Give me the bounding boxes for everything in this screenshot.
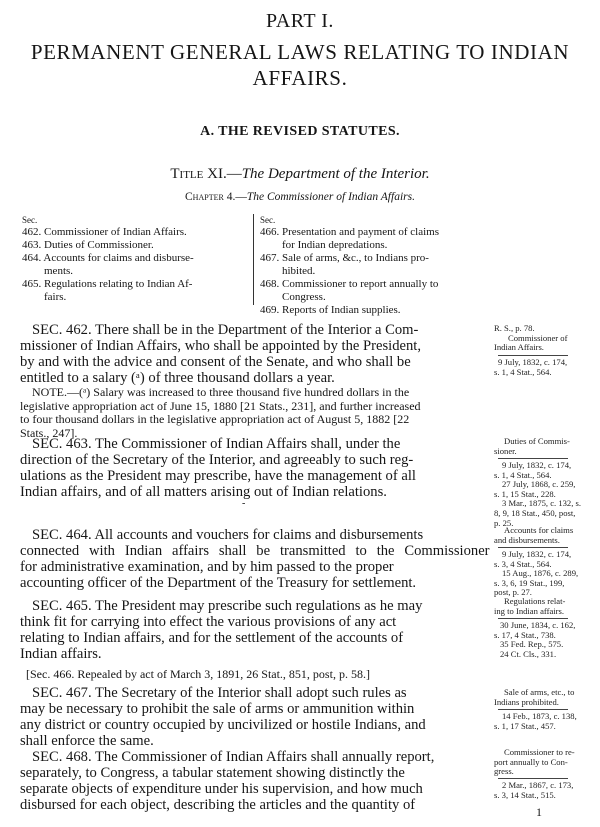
section-line: relating to Indian affairs, and for the settlement of the accounts of (20, 630, 404, 646)
toc-item: 463. Duties of Commissioner. (22, 239, 154, 251)
section-line: Indian affairs. (20, 646, 102, 662)
side-note-line: Regulations relat- (504, 596, 566, 606)
section-line: SEC. 465. The President may prescribe such regulations as he may (32, 598, 423, 614)
toc-item: 464. Accounts for claims and disburse- (22, 252, 194, 264)
side-note-line: 9 July, 1832, c. 174, (502, 549, 572, 559)
section-464 (20, 527, 490, 593)
side-note-line: sioner. (494, 445, 517, 456)
toc-item: for Indian depredations. (282, 239, 388, 251)
side-note-line: Commissioner of (508, 332, 568, 343)
side-note-line: 27 July, 1868, c. 259, (502, 479, 576, 490)
title-number: XI.— (203, 166, 242, 182)
side-note-rule (498, 355, 568, 356)
side-note-line: 3 Mar., 1875, c. 132, s. (502, 498, 582, 509)
section-line: by and with the advice and consent of the Senate, and who shall be (20, 354, 411, 370)
section-462 (20, 322, 490, 388)
side-note-line: 9 July, 1832, c. 174, (502, 460, 572, 470)
section-line: SEC. 463. The Commissioner of Indian Affairs shall, under the (32, 436, 401, 452)
section-line: connected with Indian affairs shall be transmitted to the Commissioner (20, 543, 490, 559)
section-line: any district or country occupied by uncivilized or hostile Indians, and (20, 717, 426, 733)
toc-item: Congress. (282, 291, 326, 303)
chapter-heading (0, 191, 600, 203)
section-line: separate objects of expenditure under his supervision, and how much (20, 781, 423, 797)
side-note-rule (498, 778, 568, 779)
chapter-prefix: Chapter (185, 191, 224, 203)
title-prefix: Title (170, 166, 204, 182)
side-note-line: 15 Aug., 1876, c. 289, (502, 568, 579, 579)
side-note-line: s. 1, 17 Stat., 457. (494, 720, 556, 731)
side-note-line: s. 1, 4 Stat., 564. (494, 469, 552, 480)
side-note-line: post, p. 27. (494, 587, 532, 598)
section-465 (20, 598, 490, 664)
side-note-line: R. S., p. 78. (494, 323, 535, 333)
side-note-rule (498, 618, 568, 619)
side-note-467 (494, 688, 594, 733)
side-note-462 (494, 323, 594, 377)
section-line: think fit for carrying into effect the various provisions of any act (20, 614, 397, 630)
section-line: SEC. 462. There shall be in the Department of the Interior a Com- (32, 322, 419, 338)
side-note-line: 2 Mar., 1867, c. 173, (502, 780, 574, 790)
side-note-line: Indians prohibited. (494, 696, 559, 707)
chapter-name: The Commissioner of Indian Affairs. (246, 191, 415, 203)
side-note-line: s. 1, 15 Stat., 228. (494, 488, 556, 499)
side-note-463 (494, 437, 594, 532)
section-line: Indian affairs, and of all matters arising out of Indian relations. (20, 484, 387, 500)
side-note-464 (494, 526, 594, 601)
separator-dash: - (242, 498, 246, 509)
main-title-line-2: AFFAIRS. (252, 66, 348, 90)
toc-item: 466. Presentation and payment of claims (260, 226, 440, 238)
section-463 (20, 436, 490, 502)
side-note-line: ing to Indian affairs. (494, 605, 565, 616)
side-note-line: 14 Feb., 1873, c. 138, (502, 711, 577, 721)
section-line: shall enforce the same. (20, 733, 154, 749)
toc-right-column (260, 214, 490, 324)
side-note-line: Commissioner to re- (504, 747, 575, 757)
side-note-line: s. 1, 4 Stat., 564. (494, 366, 552, 377)
side-note-line: s. 3, 4 Stat., 564. (494, 558, 552, 569)
side-note-line: Sale of arms, etc., to (504, 687, 575, 697)
note-line: to four thousand dollars in the legislative appropriation act of August 5, 1882 [22 (20, 412, 410, 427)
side-note-line: s. 17, 4 Stat., 738. (494, 629, 556, 640)
toc-item: fairs. (44, 291, 67, 303)
side-note-line: and disbursements. (494, 534, 560, 545)
side-note-line: 8, 9, 18 Stat., 450, post, (494, 508, 576, 518)
section-line: SEC. 468. The Commissioner of Indian Affairs shall annually report, (32, 749, 435, 765)
side-note-465 (494, 597, 594, 662)
section-line: separately, to Congress, a tabular statement showing distinctly the (20, 765, 405, 781)
revised-statutes-heading: A. THE REVISED STATUTES. (200, 124, 400, 139)
section-line: SEC. 467. The Secretary of the Interior shall adopt such rules as (32, 685, 407, 701)
side-note-rule (498, 547, 568, 548)
side-note-line: 35 Fed. Rep., 575. (500, 639, 564, 650)
toc-item: ments. (44, 265, 74, 277)
section-468 (20, 749, 490, 815)
section-line: accounting officer of the Department of the Treasury for settlement. (20, 575, 417, 591)
side-note-line: Indian Affairs. (494, 342, 544, 353)
note-line: Stats., 247]. (20, 425, 78, 440)
toc-divider (253, 214, 254, 305)
section-line: missioner of Indian Affairs, who shall be appointed by the President, (20, 338, 421, 354)
salary-note (20, 386, 490, 442)
side-note-line: Accounts for claims (504, 525, 574, 535)
section-466-repealed: [Sec. 466. Repealed by act of March 3, 1891, 26 Stat., 851, post, p. 58.] (26, 667, 370, 681)
toc-item: hibited. (282, 265, 316, 277)
side-note-rule (498, 709, 568, 710)
side-note-468 (494, 748, 594, 803)
side-note-line: 24 Ct. Cls., 331. (500, 648, 557, 659)
side-note-line: 9 July, 1832, c. 174, (498, 357, 568, 367)
section-467 (20, 685, 490, 751)
section-line: disbursed for each object, describing the articles and the quantity of (20, 797, 416, 813)
side-note-line: gress. (494, 766, 514, 777)
side-note-line: port annually to Con- (494, 756, 568, 767)
side-note-line: p. 25. (494, 517, 514, 528)
part-heading: PART I. (266, 10, 334, 32)
toc-left-header: Sec. (22, 215, 38, 225)
note-line: NOTE.—(ᵃ) Salary was increased to three thousand five hundred dollars in the (32, 385, 410, 399)
toc-item: 462. Commissioner of Indian Affairs. (22, 226, 187, 238)
title-name: The Department of the Interior. (241, 166, 430, 182)
toc-left-column (22, 214, 252, 314)
section-line: direction of the Secretary of the Interior, and agreeably to such reg- (20, 452, 414, 468)
section-line: ulations as the President may prescribe, have the management of all (20, 468, 416, 484)
side-note-line: s. 3, 14 Stat., 515. (494, 789, 556, 800)
side-note-line: Duties of Commis- (504, 436, 570, 446)
section-line: SEC. 464. All accounts and vouchers for claims and disbursements (32, 527, 424, 543)
title-xi-heading (0, 166, 600, 183)
chapter-number: 4.— (223, 191, 247, 203)
section-line: entitled to a salary (ᵃ) of three thousand dollars a year. (20, 370, 335, 386)
main-title-line-1: PERMANENT GENERAL LAWS RELATING TO INDIAN (30, 40, 570, 64)
side-note-line: s. 3, 6, 19 Stat., 199, (494, 577, 565, 588)
side-note-rule (498, 458, 568, 459)
section-line: may be necessary to prohibit the sale of arms or ammunition within (20, 701, 415, 717)
toc-right-header: Sec. (260, 215, 276, 225)
toc-item: 467. Sale of arms, &c., to Indians pro- (260, 252, 429, 264)
note-line: legislative appropriation act of June 15, 1880 [21 Stats., 231], and further increased (20, 398, 421, 413)
toc-item: 468. Commissioner to report annually to (260, 278, 439, 290)
side-note-line: 30 June, 1834, c. 162, (500, 620, 576, 630)
page-number: 1 (536, 805, 542, 819)
toc-item: 465. Regulations relating to Indian Af- (22, 278, 193, 290)
toc-item: 469. Reports of Indian supplies. (260, 304, 401, 316)
section-line: for administrative examination, and by him passed to the proper (20, 559, 394, 575)
